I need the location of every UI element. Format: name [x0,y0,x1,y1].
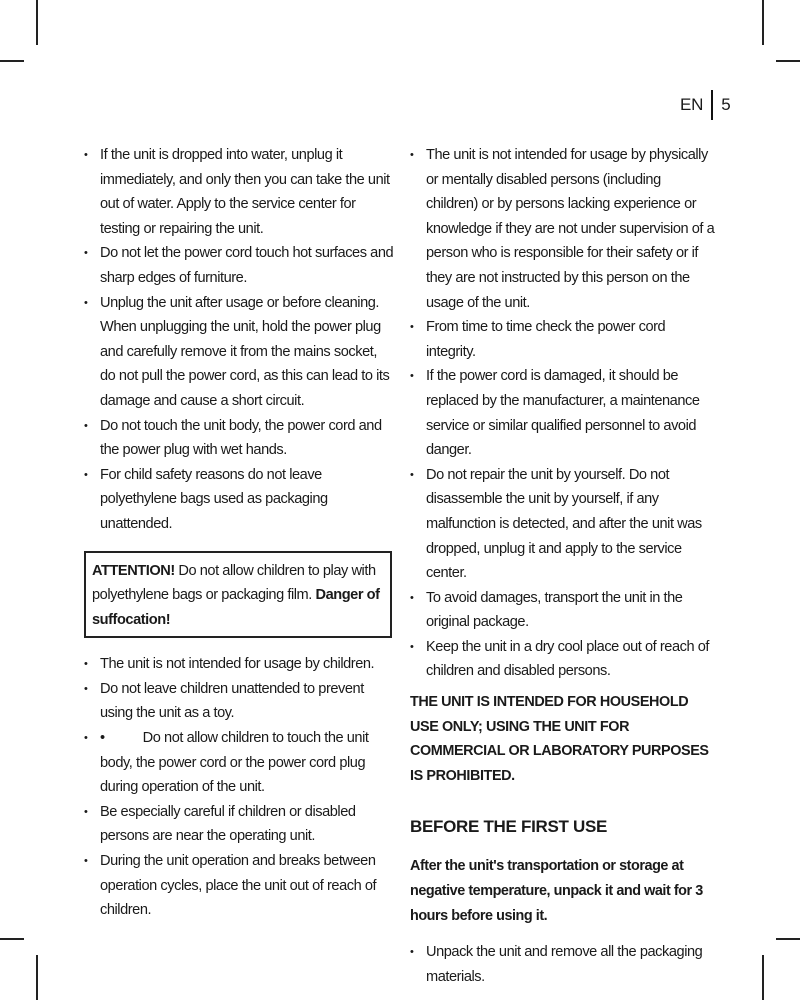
crop-mark [0,60,24,62]
crop-mark [36,0,38,45]
crop-mark [776,60,800,62]
attention-label: ATTENTION! [92,562,175,579]
list-item: • For child safety reasons do not leave polyethylene bags used as packaging unattended. [84,463,394,537]
attention-box [84,551,392,639]
section-title: BEFORE THE FIRST USE [410,817,608,837]
right-column [410,143,715,989]
safety-list-top [84,143,394,537]
list-item: • If the unit is dropped into water, unplug it immediately, and only then you can take the unit out of water. Apply to the service center for testing or repairing the unit. [84,143,394,241]
list-item: • Keep the unit in a dry cool place out of reach of children and disabled persons. [410,635,715,684]
list-item: • To avoid damages, transport the unit in the original package. [410,586,715,635]
list-item: • From time to time check the power cord integrity. [410,315,715,364]
crop-mark [762,955,764,1000]
list-item: • The unit is not intended for usage by physically or mentally disabled persons (including children) or by persons lacking experience or knowledge if they are not under supervision of a person who is responsible for their safety or if they are not instructed by this person on the usage of the unit. [410,143,715,315]
crop-mark [776,938,800,940]
page-header [680,90,730,120]
list-item: • • Do not allow children to touch the unit body, the power cord or the power cord plug during operation of the unit. [84,726,394,800]
crop-mark [762,0,764,45]
list-item: • Do not touch the unit body, the power cord and the power plug with wet hands. [84,414,394,463]
crop-mark [0,938,24,940]
list-item: • Be especially careful if children or disabled persons are near the operating unit. [84,800,394,849]
crop-mark [36,955,38,1000]
page-number: 5 [721,95,731,114]
list-item: • Do not let the power cord touch hot surfaces and sharp edges of furniture. [84,241,394,290]
first-use-list [410,940,715,989]
list-item: • The unit is not intended for usage by children. [84,652,394,677]
list-item: • Unplug the unit after usage or before cleaning. When unplugging the unit, hold the power plug and carefully remove it from the mains socket, do not pull the power cord, as this can lead to its damage and cause a short circuit. [84,291,394,414]
attention-emphasis: Danger of suffocation! [92,587,380,628]
list-item: • Do not repair the unit by yourself. Do not disassemble the unit by yourself, if any malfunction is detected, and after the unit was dropped, unplug it and apply to the service center. [410,463,715,586]
safety-list-right [410,143,715,684]
preparation-note: After the unit's transportation or storage at negative temperature, unpack it and wait for 3 hours before using it. [410,858,703,924]
list-item: • If the power cord is damaged, it should be replaced by the manufacturer, a maintenance service or similar qualified personnel to avoid danger. [410,364,715,462]
language-code: EN [680,95,704,114]
list-item: • Do not leave children unattended to prevent using the unit as a toy. [84,677,394,726]
household-use-notice: THE UNIT IS INTENDED FOR HOUSEHOLD USE ONLY; USING THE UNIT FOR COMMERCIAL OR LABORATORY PURPOSES IS PROHIBITED. [410,694,709,784]
list-item-text: Do not allow children to touch the unit body, the power cord or the power cord plug during operation of the unit. [100,730,369,796]
list-item: • Unpack the unit and remove all the packaging materials. [410,940,715,989]
left-column [84,143,394,923]
list-item: • During the unit operation and breaks between operation cycles, place the unit out of reach of children. [84,849,394,923]
safety-list-bottom [84,652,394,923]
attention-text: Do not allow children to play with polyethylene bags or packaging film. [92,562,376,604]
